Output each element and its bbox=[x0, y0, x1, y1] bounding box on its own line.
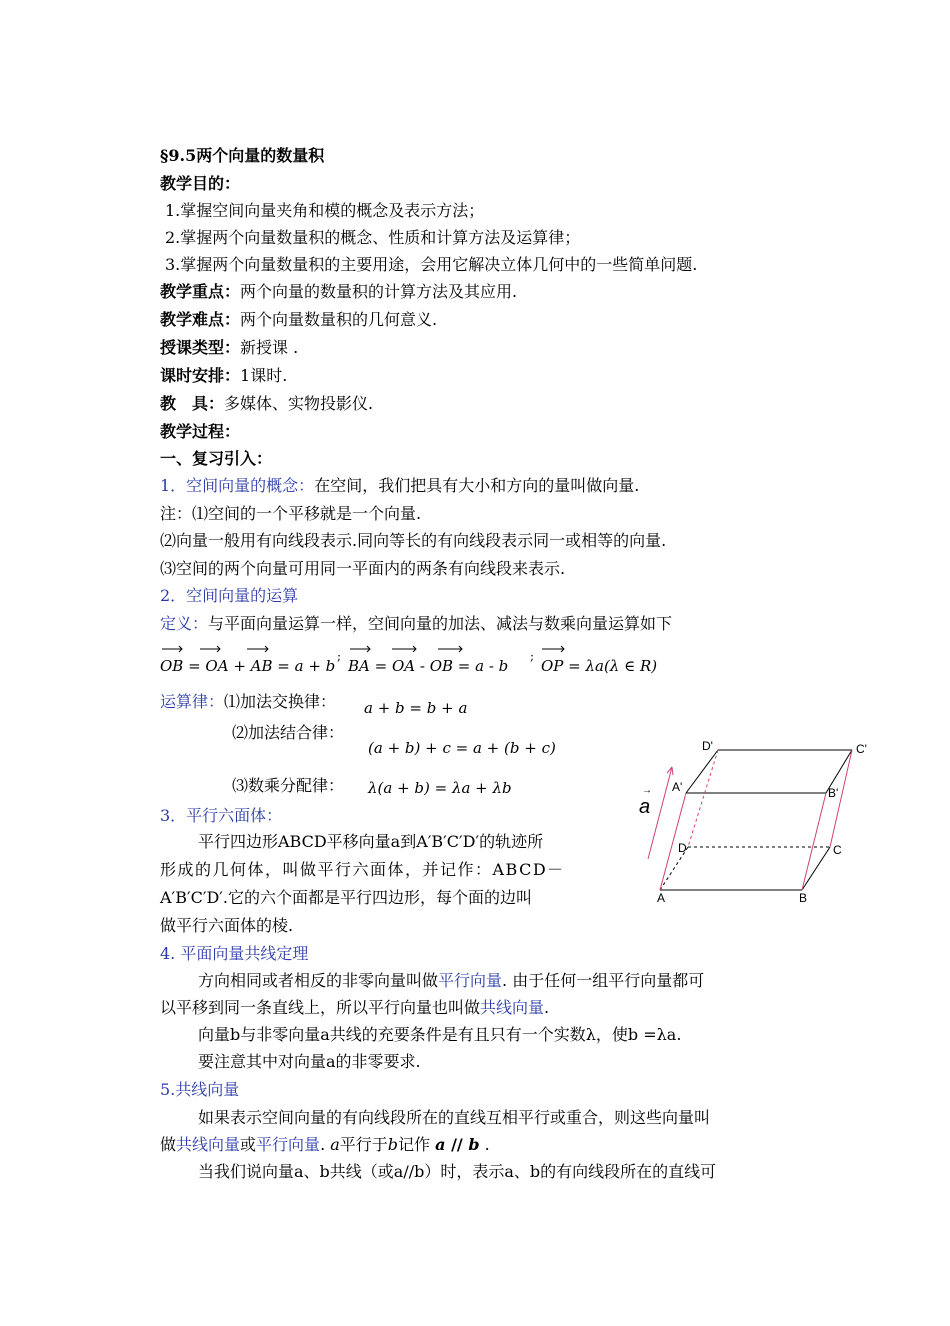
tools-label: 教 具： bbox=[160, 394, 225, 413]
vector-a-arrow: → bbox=[642, 785, 652, 796]
section-4-line-1 bbox=[198, 969, 704, 993]
process-heading: 教学过程： bbox=[160, 422, 241, 441]
law-3-formula: λ(a + b) = λa + λb bbox=[368, 779, 512, 797]
label-vector-a: a bbox=[639, 796, 651, 818]
section-1-label: 1．空间向量的概念： bbox=[160, 476, 315, 495]
section-3-line-3: A′B′C′D′.它的六个面都是平行四边形，每个面的边叫 bbox=[160, 888, 533, 907]
laws-label: 运算律： bbox=[160, 692, 225, 711]
note-1: 注：⑴空间的一个平移就是一个向量. bbox=[160, 504, 422, 523]
section-3-line-2: 形成的几何体，叫做平行六面体，并记作：ABCD－ bbox=[160, 860, 565, 879]
s5-l2-c: 或 bbox=[240, 1135, 257, 1154]
schedule-text: 1课时. bbox=[240, 366, 288, 385]
lesson-type bbox=[160, 336, 298, 360]
laws bbox=[160, 690, 336, 714]
note-3: ⑶空间的两个向量可用同一平面内的两条有向线段来表示. bbox=[160, 559, 566, 578]
lesson-type-label: 授课类型： bbox=[160, 338, 241, 357]
goal-1: 1.掌握空间向量夹角和模的概念及表示方法； bbox=[165, 201, 485, 220]
term-collinear-vector-2: 共线向量 bbox=[176, 1135, 241, 1154]
tools-text: 多媒体、实物投影仪. bbox=[224, 394, 374, 413]
schedule-label: 课时安排： bbox=[160, 366, 241, 385]
difficulty bbox=[160, 308, 437, 332]
s5-l2-e: . a平行于b记作 a // b . bbox=[320, 1135, 490, 1154]
section-1 bbox=[160, 474, 639, 498]
law-1-formula: a + b = b + a bbox=[364, 699, 468, 717]
section-5-heading: 5.共线向量 bbox=[160, 1080, 240, 1099]
s5-l2-a: 做 bbox=[160, 1135, 177, 1154]
section-4-line-4: 要注意其中对向量a的非零要求. bbox=[198, 1052, 421, 1071]
section-3-line-1: 平行四边形ABCD平移向量a到A′B′C′D′的轨迹所 bbox=[198, 832, 544, 851]
section-3-line-4: 做平行六面体的棱. bbox=[160, 916, 294, 935]
law-1-label: ⑴加法交换律： bbox=[224, 692, 337, 711]
section-5-line-2 bbox=[160, 1133, 490, 1157]
section-2-heading: 2．空间向量的运算 bbox=[160, 586, 299, 605]
separator-2: ; bbox=[530, 649, 535, 663]
law-2-label: ⑵加法结合律： bbox=[232, 723, 345, 742]
section-4-heading: 4. 平面向量共线定理 bbox=[160, 944, 309, 963]
term-collinear-vector: 共线向量 bbox=[480, 998, 545, 1017]
s4-l1-c: . 由于任何一组平行向量都可 bbox=[502, 971, 705, 990]
section-3-heading: 3．平行六面体： bbox=[160, 806, 283, 825]
definition bbox=[160, 612, 672, 636]
tools bbox=[160, 392, 373, 416]
term-parallel-vector-2: 平行向量 bbox=[256, 1135, 321, 1154]
label-a: A bbox=[657, 891, 666, 905]
section-5-line-3: 当我们说向量a、b共线（或a//b）时，表示a、b的有向线段所在的直线可 bbox=[198, 1162, 717, 1181]
label-c-prime: C' bbox=[856, 742, 867, 756]
goal-2: 2.掌握两个向量数量积的概念、性质和计算方法及运算律； bbox=[165, 228, 581, 247]
difficulty-text: 两个向量数量积的几何意义. bbox=[240, 310, 438, 329]
schedule bbox=[160, 364, 287, 388]
s4-l1-a: 方向相同或者相反的非零向量叫做 bbox=[198, 971, 439, 990]
s4-l2-a: 以平移到同一条直线上，所以平行向量也叫做 bbox=[160, 998, 481, 1017]
difficulty-label: 教学难点： bbox=[160, 310, 241, 329]
label-c: C bbox=[833, 843, 842, 857]
term-parallel-vector: 平行向量 bbox=[438, 971, 503, 990]
formula-sub: BA = OA - OB = a - b bbox=[348, 657, 509, 675]
definition-text: 与平面向量运算一样，空间向量的加法、减法与数乘向量运算如下 bbox=[208, 614, 673, 633]
formula-scalar: OP = λa(λ ∈ R) bbox=[541, 657, 658, 675]
label-b: B bbox=[799, 891, 808, 905]
parallelepiped-figure bbox=[630, 735, 880, 910]
section-4-line-2 bbox=[160, 996, 549, 1020]
section-5-line-1: 如果表示空间向量的有向线段所在的直线互相平行或重合，则这些向量叫 bbox=[198, 1108, 711, 1127]
key-point bbox=[160, 280, 517, 304]
goals-heading: 教学目的： bbox=[160, 174, 241, 193]
definition-label: 定义： bbox=[160, 614, 209, 633]
label-b-prime: B' bbox=[828, 786, 839, 800]
key-point-label: 教学重点： bbox=[160, 282, 241, 301]
label-d: D bbox=[678, 841, 687, 855]
s4-l2-c: . bbox=[544, 998, 550, 1017]
formula-add: OB = OA + AB = a + b bbox=[160, 657, 336, 675]
review-heading: 一、复习引入： bbox=[160, 449, 273, 468]
law-2-formula: (a + b) + c = a + (b + c) bbox=[368, 739, 556, 757]
section-4-line-3: 向量b与非零向量a共线的充要条件是有且只有一个实数λ，使b =λa. bbox=[198, 1025, 682, 1044]
page-title: §9.5两个向量的数量积 bbox=[160, 146, 325, 165]
section-1-text: 在空间，我们把具有大小和方向的量叫做向量. bbox=[314, 476, 640, 495]
lesson-type-text: 新授课 . bbox=[240, 338, 299, 357]
key-point-text: 两个向量的数量积的计算方法及其应用. bbox=[240, 282, 518, 301]
law-3-label: ⑶数乘分配律： bbox=[232, 776, 345, 795]
separator-1: ; bbox=[337, 649, 342, 663]
label-a-prime: A' bbox=[672, 780, 683, 794]
label-d-prime: D' bbox=[702, 739, 713, 753]
note-2: ⑵向量一般用有向线段表示.同向等长的有向线段表示同一或相等的向量. bbox=[160, 531, 667, 550]
formula-overarrows bbox=[160, 643, 700, 655]
goal-3: 3.掌握两个向量数量积的主要用途，会用它解决立体几何中的一些简单问题. bbox=[165, 255, 698, 274]
